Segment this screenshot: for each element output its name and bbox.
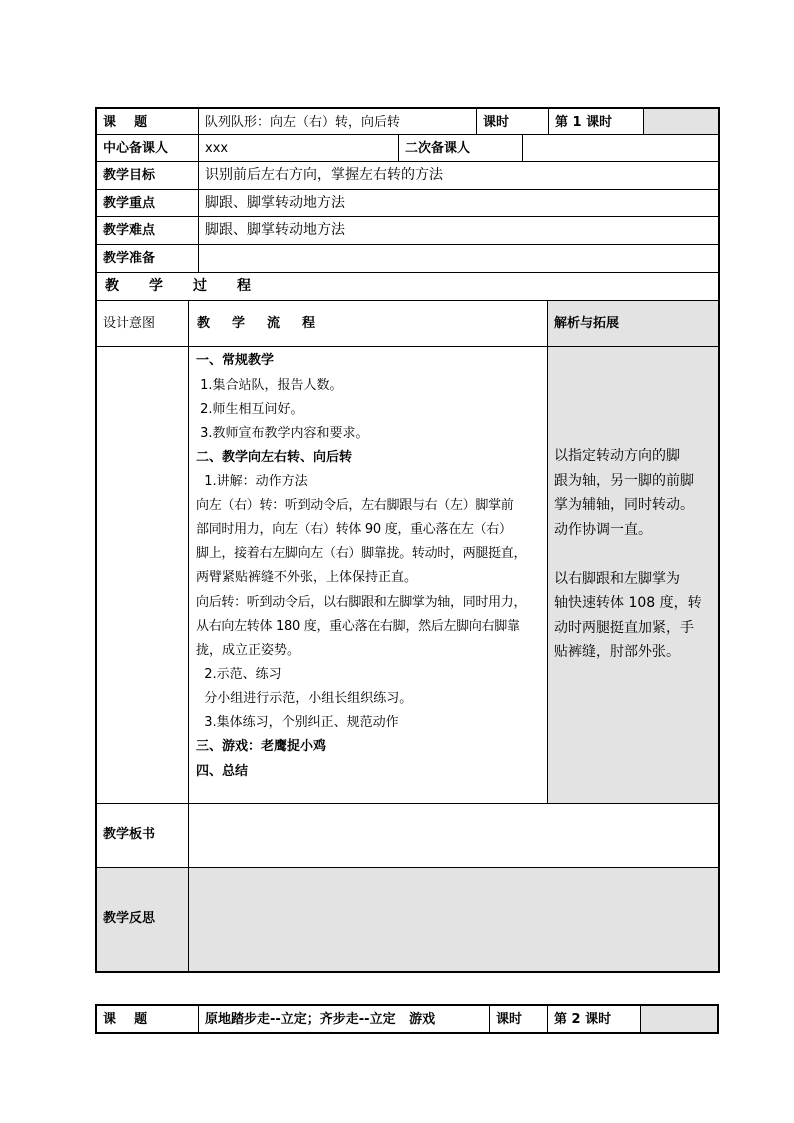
flow-line: 四、总结: [196, 764, 249, 779]
flow-line: 拢，成立正姿势。: [196, 643, 301, 658]
process-heading: 教学过程: [96, 272, 719, 301]
analysis-line: 贴裤缝，肘部外张。: [554, 644, 680, 660]
analysis-line: 以右脚跟和左脚掌为: [554, 571, 680, 587]
period-label: 课时: [476, 108, 549, 135]
flow-line: 两臂紧贴裤缝不外张，上体保持正直。: [196, 570, 418, 585]
difficulty-label: 教学难点: [96, 216, 199, 245]
blackboard-cell: [188, 803, 719, 868]
topic-label-2: 课 题: [96, 1005, 199, 1033]
period-extra-cell-2: [640, 1005, 718, 1033]
second-preparer-label: 二次备课人: [398, 134, 523, 162]
preparer-label: 中心备课人: [96, 134, 199, 162]
flow-line: 1.讲解：动作方法: [196, 474, 308, 489]
goal-label: 教学目标: [96, 161, 199, 190]
intent-cell: [96, 346, 189, 804]
analysis-line: 动时两腿挺直加紧，手: [554, 620, 694, 636]
flow-line: 三、游戏：老鹰捉小鸡: [196, 739, 327, 754]
blackboard-label: 教学板书: [96, 803, 189, 868]
period-value-2: 第 2 课时: [547, 1005, 641, 1033]
flow-line: 从右向左转体 180 度，重心落在右脚，然后左脚向右脚靠: [196, 619, 520, 634]
flow-line: 1.集合站队，报告人数。: [196, 378, 343, 393]
flow-line: 一、常规教学: [196, 353, 275, 368]
analysis-line: 轴快速转体 108 度，转: [554, 595, 702, 611]
flow-line: 分小组进行示范，小组长组织练习。: [196, 691, 413, 706]
reflection-label: 教学反思: [96, 867, 189, 972]
flow-line: 2.示范、练习: [196, 667, 282, 682]
topic-value: 队列队形：向左（右）转，向后转: [198, 108, 477, 135]
analysis-line: 动作协调一直。: [554, 522, 652, 538]
preparer-value: xxx: [198, 134, 399, 162]
reflection-cell: [188, 867, 719, 972]
analysis-header: 解析与拓展: [547, 300, 719, 347]
period-extra-cell: [643, 108, 719, 135]
flow-line: 向左（右）转：听到动令后，左右脚跟与右（左）脚掌前: [196, 498, 514, 513]
flow-line: 脚上，接着右左脚向左（右）脚靠拢。转动时，两腿挺直，: [196, 546, 527, 561]
flow-header: 教学流程: [188, 300, 548, 347]
flow-line: 2.师生相互问好。: [196, 402, 304, 417]
goal-value: 识别前后左右方向，掌握左右转的方法: [198, 161, 719, 190]
period-value: 第 1 课时: [548, 108, 644, 135]
analysis-line: 跟为轴，另一脚的前脚: [554, 473, 694, 489]
flow-line: 部同时用力，向左（右）转体 90 度，重心落在左（右）: [196, 522, 512, 537]
difficulty-value: 脚跟、脚掌转动地方法: [198, 216, 719, 245]
topic-label: 课 题: [96, 108, 199, 135]
intent-header: 设计意图: [96, 300, 189, 347]
analysis-line: 以指定转动方向的脚: [554, 448, 680, 464]
period-label-2: 课时: [489, 1005, 548, 1033]
second-preparer-value: [522, 134, 719, 162]
analysis-line: 掌为辅轴，同时转动。: [554, 497, 694, 513]
flow-line: 3.集体练习，个别纠正、规范动作: [196, 715, 399, 730]
key-point-label: 教学重点: [96, 189, 199, 217]
preparation-value: [198, 244, 719, 273]
flow-line: 3.教师宣布教学内容和要求。: [196, 426, 369, 441]
topic-value-2: 原地踏步走--立定；齐步走--立定 游戏: [198, 1005, 490, 1033]
key-point-value: 脚跟、脚掌转动地方法: [198, 189, 719, 217]
flow-line: 向后转：听到动令后，以右脚跟和左脚掌为轴，同时用力，: [196, 595, 527, 610]
preparation-label: 教学准备: [96, 244, 199, 273]
flow-line: 二、教学向左右转、向后转: [196, 450, 353, 465]
